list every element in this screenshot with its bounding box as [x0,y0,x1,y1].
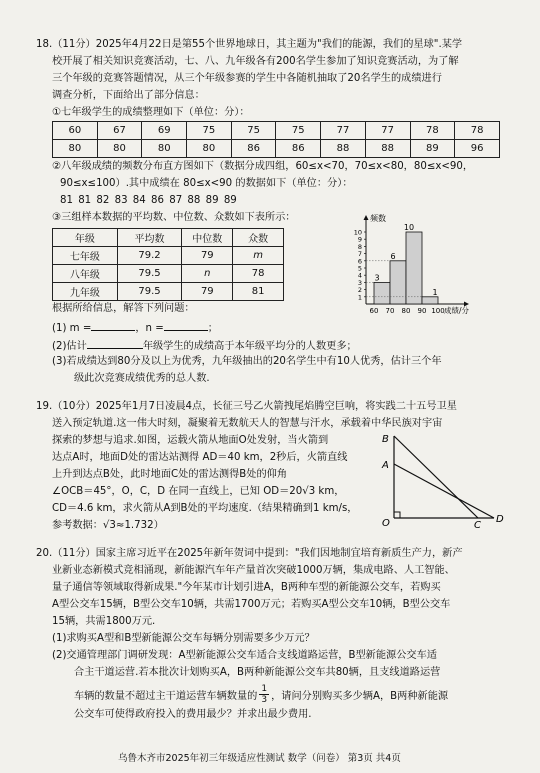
x-axis-label: 成绩/分 [444,306,470,315]
y-tick-label: 10 [353,228,362,237]
q18-line-3: 三个年级的竞赛答题情况，从三个年级参赛的学生中各随机抽取了20名学生的成绩进行 [52,73,442,84]
grade8-80-90-data: 81 81 82 83 84 86 87 88 89 89 [60,195,237,206]
x-tick-label: 60 [369,307,379,315]
table-cell: 80 [53,140,98,158]
q18-sub-2 [52,338,357,354]
x-tick-label: 70 [385,307,395,315]
q20-line-1: 20.（11分）国家主席习近平在2025年新年贺词中提到："我们因地制宜培育新质生产力，新产 [36,548,463,559]
q19-line-2: 送入预定轨道.这一伟大时刻，凝聚着无数航天人的智慧与汗水，承载着中华民族对宇宙 [52,418,443,429]
table-cell: 79.5 [117,283,182,301]
y-tick-label: 3 [357,278,362,287]
q20-line-part-a: 车辆的数量不超过主干道运营车辆数量的 [74,690,258,702]
grade8-histogram [348,212,498,320]
q20-line-2: 业新业态新模式竞相涌现，新能源汽车年产量首次突破1000万辆，集成电路、人工智能、 [52,565,455,576]
bar-value-label: 10 [403,223,415,232]
sub2-suffix: 年级学生的成绩高于本年级平均分的人数更多； [142,341,357,352]
table-row [53,140,500,158]
line-AD [394,464,494,518]
sub2-prefix: (2)估计 [52,341,87,352]
q18-line-1: 18.（11分）2025年4月22日是第55个世界地球日，其主题为"我们的能源，我们的星球".某学 [36,39,463,50]
table-cell: 79.5 [117,265,182,283]
q18-sub-3-line-1: (3)若成绩达到80分及以上为优秀，九年级抽出的20名学生中有10人优秀，估计三个年 [52,356,442,367]
fraction-denominator: 3 [261,694,268,705]
stats-table [52,228,284,301]
table-cell: 78 [233,265,284,283]
q20-sub-2-line-2: 合主干道运营.若本批次计划购买A，B两种新能源公交车共80辆，且支线道路运营 [74,667,441,678]
answer-blank-n[interactable] [164,320,208,331]
table-cell: 67 [97,122,142,140]
table-cell: 89 [410,140,455,158]
table-cell: 77 [365,122,410,140]
header-cell: 众数 [233,229,284,247]
histogram-bar [390,261,406,304]
sub1-end: ； [207,323,218,334]
table-cell: n [182,265,233,283]
q19-line-7: CD＝4.6 km，求火箭从A到B处的平均速度.（结果精确到1 km/s， [52,503,358,514]
right-angle-mark [394,512,400,518]
table-row [53,265,284,283]
table-cell: 86 [231,140,276,158]
label-C: C [474,520,481,530]
q20-sub-2-line-3 [74,681,448,707]
header-cell: 年级 [53,229,118,247]
page-footer: 乌鲁木齐市2025年初三年级适应性测试 数学（问卷） 第3页 共4页 [118,753,401,764]
q18-item-3: ③三组样本数据的平均数、中位数、众数如下表所示： [52,212,296,223]
table-cell: 77 [321,122,366,140]
fraction-numerator: 1 [261,683,268,694]
bar-value-label: 1 [432,287,438,297]
q18-sub-3-line-2: 级此次竞赛成绩优秀的总人数. [74,373,210,384]
y-tick-label: 8 [357,242,362,251]
fraction-one-third [259,684,269,705]
y-tick-label: 6 [357,257,362,266]
q19-line-1: 19.（10分）2025年1月7日凌晨4点，长征三号乙火箭拽尾焰腾空巨响，将实践二十五号卫星 [36,401,457,412]
bar-value-label: 6 [390,251,396,261]
q19-line-5: 上升到达点B处，此时地面C处的雷达测得B处的仰角 [52,469,288,480]
q19-line-6: ∠OCB＝45°，O，C，D 在同一直线上，已知 OD＝20√3 km， [52,486,345,497]
q18-item-2-line-2: 90≤x≤100）.其中成绩在 80≤x<90 的数据如下（单位：分）： [60,178,353,189]
q18-line-2: 校开展了相关知识竞赛活动，七、八、九年级各有200名学生参加了知识竞赛活动，为了解 [52,56,459,67]
label-B: B [382,434,389,445]
y-tick-label: 4 [357,271,362,280]
table-cell: 75 [231,122,276,140]
histogram-bar [406,232,422,304]
table-cell: 78 [410,122,455,140]
q19-line-8: 参考数据：√3≈1.732） [52,520,164,531]
table-cell: 80 [97,140,142,158]
q20-line-4: A型公交车15辆，B型公交车10辆，共需1700万元；若购买A型公交车10辆，B型公交车 [52,599,451,610]
header-cell: 平均数 [117,229,182,247]
q20-line-part-b: ，请问分别购买多少辆A，B两种新能源 [271,690,449,702]
y-tick-label: 2 [357,286,362,295]
histogram-bar [374,282,390,304]
grade7-scores-table [52,121,500,158]
x-tick-label: 90 [417,307,427,315]
bar-value-label: 3 [374,273,380,283]
y-tick-label: 5 [357,264,362,273]
line-BC [394,436,478,518]
table-cell: 79 [182,247,233,265]
q18-item-1: ①七年级学生的成绩整理如下（单位：分）： [52,107,250,118]
table-row [53,122,500,140]
q18-sub-1 [52,320,218,336]
answer-blank-m[interactable] [91,320,135,331]
table-cell: 九年级 [53,283,118,301]
table-cell: 八年级 [53,265,118,283]
table-cell: 81 [233,283,284,301]
q20-sub-1: (1)求购买A型和B型新能源公交车每辆分别需要多少万元？ [52,633,315,644]
table-row [53,283,284,301]
q20-line-5: 15辆，共需1800万元. [52,616,156,627]
table-cell: 69 [142,122,187,140]
answer-blank-grade[interactable] [87,338,143,349]
label-D: D [496,514,504,525]
x-tick-label: 80 [401,307,411,315]
histogram-plot [354,213,470,315]
y-axis-arrow [364,215,369,220]
table-cell: 86 [276,140,321,158]
x-tick-label: 100 [431,307,445,315]
q19-line-4: 达点A时，地面D处的雷达站测得 AD＝40 km，2秒后，火箭直线 [52,452,348,463]
q20-line-3: 量子通信等领域取得新成果."今年某市计划引进A，B两种车型的新能源公交车，若购买 [52,582,441,593]
table-cell: 79 [182,283,233,301]
label-O: O [382,518,390,529]
sub1-m-label: (1) m = [52,323,92,334]
table-row [53,247,284,265]
table-cell: 80 [142,140,187,158]
histogram-bar [422,297,438,304]
table-cell: 79.2 [117,247,182,265]
table-cell: 96 [455,140,500,158]
table-cell: 88 [321,140,366,158]
q18-line-4: 调查分析，下面给出了部分信息： [52,90,205,101]
y-tick-label: 9 [357,235,362,244]
rocket-diagram [372,430,512,530]
sub1-n-label: ，n = [135,323,164,334]
table-cell: 80 [187,140,232,158]
table-cell: 75 [276,122,321,140]
table-cell: 78 [455,122,500,140]
table-header-row [53,229,284,247]
label-A: A [382,460,389,471]
y-tick-label: 1 [357,293,362,302]
table-cell: 75 [187,122,232,140]
q18-after-table: 根据所给信息，解答下列问题： [52,303,195,314]
q18-item-2-line-1: ②八年级成绩的频数分布直方图如下（数据分成四组，60≤x<70，70≤x<80，80≤x<90， [52,161,474,172]
y-axis-label: 频数 [370,214,386,223]
q19-line-3: 探索的梦想与追求.如图，运载火箭从地面O处发射，当火箭到 [52,435,329,446]
table-cell: 88 [365,140,410,158]
table-cell: 60 [53,122,98,140]
q20-sub-2-line-1: (2)交通管理部门调研发现：A型新能源公交车适合支线道路运营，B型新能源公交车适 [52,650,437,661]
q20-sub-2-line-4: 公交车可使得政府投入的费用最少？并求出最少费用. [74,709,312,720]
header-cell: 中位数 [182,229,233,247]
y-tick-label: 7 [357,250,362,259]
table-cell: m [233,247,284,265]
table-cell: 七年级 [53,247,118,265]
